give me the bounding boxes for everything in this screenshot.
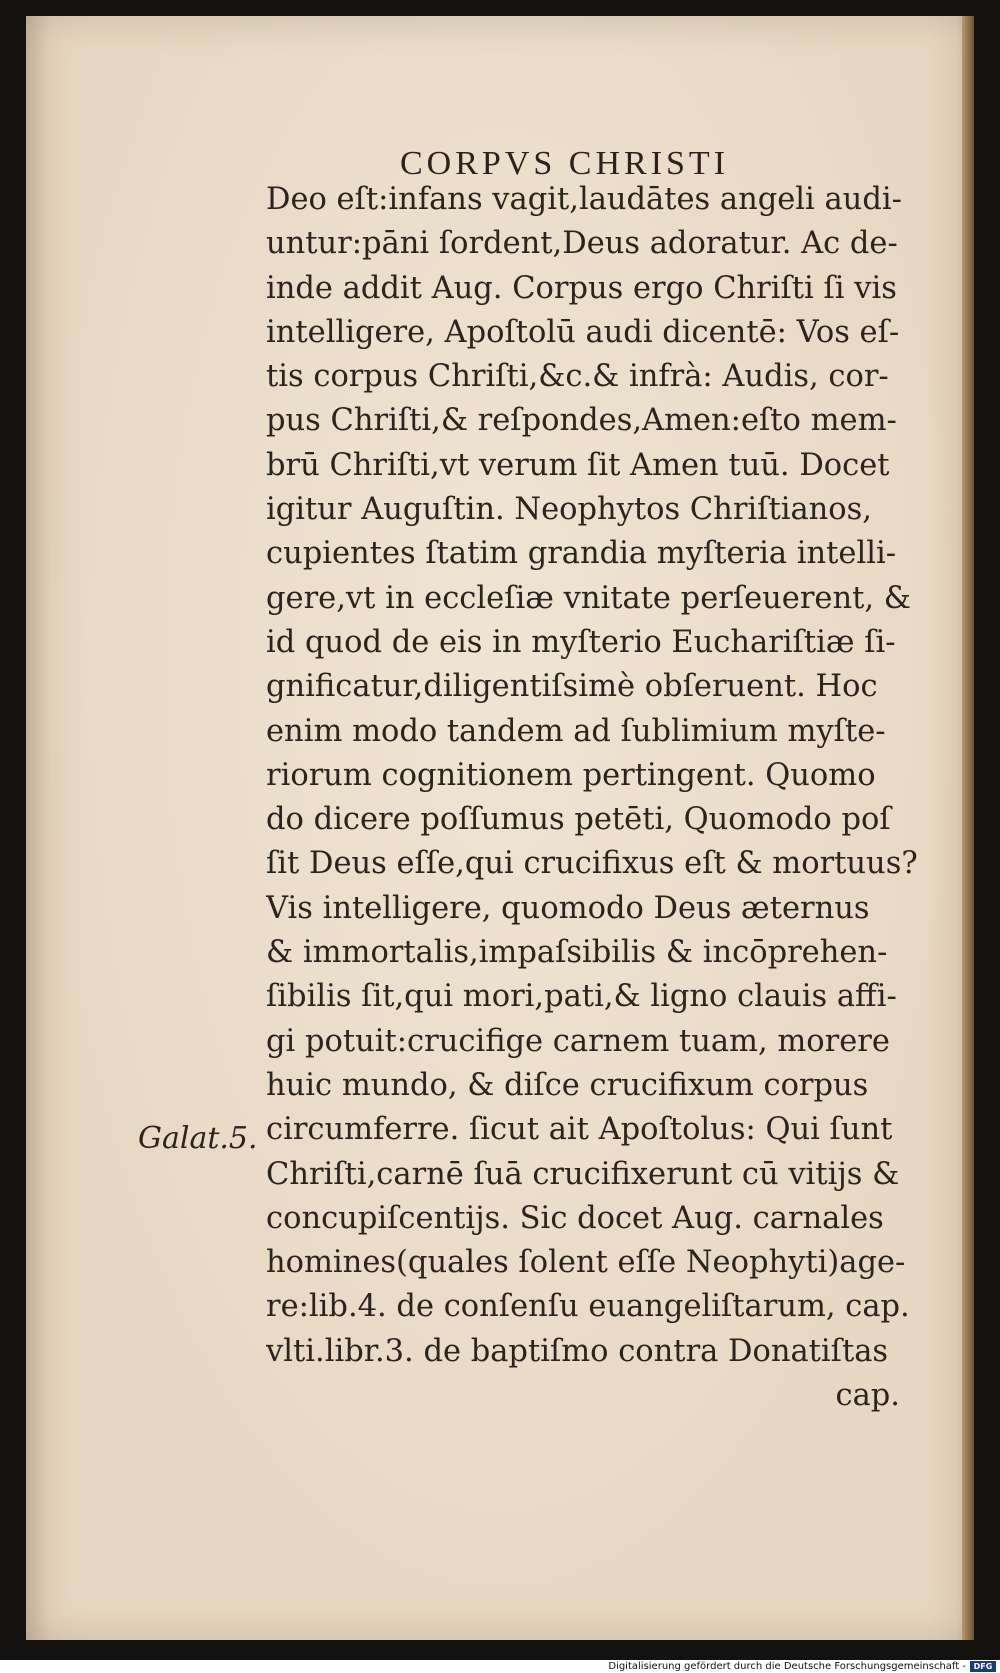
- footer-credit: Digitalisierung gefördert durch die Deutsche Forschungsgemeinschaft -: [608, 1661, 966, 1672]
- text-line: gere,vt in eccleſiæ vnitate perſeuerent, &: [266, 580, 911, 616]
- dfg-logo-icon: DFG: [970, 1661, 996, 1672]
- text-line: & immortalis,impaſsibilis & incōprehen-: [266, 935, 888, 971]
- text-line: id quod de eis in myſterio Euchariſtiæ ſi-: [266, 624, 896, 660]
- text-line: Vis intelligere, quomodo Deus æternus: [266, 890, 870, 926]
- text-line: gi potuit:crucifige carnem tuam, morere: [266, 1023, 890, 1059]
- body-text: [266, 178, 960, 1418]
- text-line: do dicere poſſumus petēti, Quomodo poſ: [266, 802, 891, 838]
- text-line: pus Chriſti,& reſpondes,Amen:eſto mem-: [266, 403, 897, 439]
- text-line: vlti.libr.3. de baptiſmo contra Donatiſtas: [266, 1333, 889, 1369]
- text-line: inde addit Aug. Corpus ergo Chriſti ſi vis: [266, 270, 897, 306]
- text-line: Chriſti,carnē ſuā crucifixerunt cū vitijs &: [266, 1156, 900, 1192]
- text-line: riorum cognitionem pertingent. Quomo: [266, 757, 876, 793]
- text-line: intelligere, Apoſtolū audi dicentē: Vos eſ-: [266, 314, 900, 350]
- text-line: homines(quales ſolent eſſe Neophyti)age-: [266, 1245, 906, 1281]
- text-line: re:lib.4. de conſenſu euangeliſtarum, cap.: [266, 1289, 910, 1325]
- marginal-note: Galat.5.: [138, 1121, 258, 1156]
- page-edge: [962, 16, 974, 1640]
- text-line: huic mundo, & diſce crucifixum corpus: [266, 1067, 869, 1103]
- text-line: circumferre. ſicut ait Apoſtolus: Qui ſunt: [266, 1112, 893, 1148]
- text-line: brū Chriſti,vt verum ſit Amen tuū. Docet: [266, 447, 890, 483]
- text-line: enim modo tandem ad ſublimium myſte-: [266, 713, 886, 749]
- catchword: cap.: [835, 1378, 900, 1414]
- text-line: igitur Auguſtin. Neophytos Chriſtianos,: [266, 492, 872, 528]
- text-line: ſit Deus eſſe,qui crucifixus eſt & mortuus?: [266, 846, 918, 882]
- text-line: Deo eſt:infans vagit,laudātes angeli audi-: [266, 182, 902, 217]
- text-line: tis corpus Chriſti,&c.& infrà: Audis, cor-: [266, 359, 889, 395]
- text-line: cupientes ſtatim grandia myſteria intelli-: [266, 536, 897, 572]
- text-line: ſibilis ſit,qui mori,pati,& ligno clauis affi-: [266, 979, 897, 1015]
- text-line: untur:pāni ſordent,Deus adoratur. Ac de-: [266, 226, 898, 262]
- running-head: CORPVS CHRISTI: [400, 145, 730, 182]
- text-line: concupiſcentijs. Sic docet Aug. carnales: [266, 1200, 884, 1236]
- text-line: gnificatur,diligentiſsimè obſeruent. Hoc: [266, 669, 878, 705]
- footer-bar: [0, 1660, 1000, 1673]
